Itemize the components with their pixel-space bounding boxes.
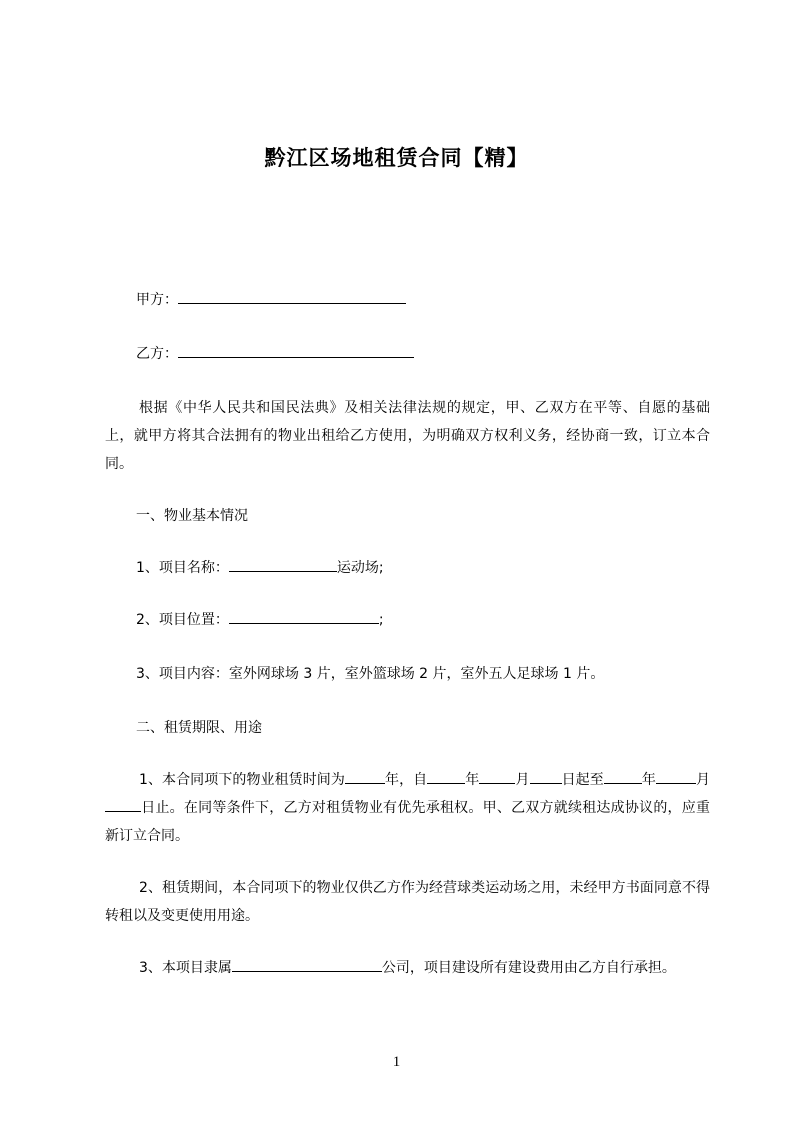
lease-years-blank[interactable] [345,768,385,784]
clause3-text-2: 公司，项目建设所有建设费用由乙方自行承担。 [381,960,676,976]
project-location-blank[interactable] [229,608,379,624]
party-b-label: 乙方： [136,346,178,362]
party-a-label: 甲方： [136,292,178,308]
section1-heading: 一、物业基本情况 [136,508,248,524]
start-year-blank[interactable] [427,768,465,784]
clause1-text-7: 月 [695,772,711,788]
item3-line: 3、项目内容：室外网球场 3 片，室外篮球场 2 片，室外五人足球场 1 片。 [136,666,605,682]
section2-heading: 二、租赁期限、用途 [136,720,262,736]
clause3-text-1: 3、本项目隶属 [139,960,232,976]
party-a-blank[interactable] [178,288,406,304]
start-day-blank[interactable] [530,768,562,784]
party-a-line [136,286,736,314]
party-b-blank[interactable] [178,342,414,358]
company-blank[interactable] [232,956,382,972]
clause3-paragraph [105,954,710,982]
clause1-text-8: 日止。在同等条件下，乙方对租赁物业有优先承租权。甲、乙双方就续租达成协议的，应重新订立合同。 [105,800,710,844]
end-day-blank[interactable] [105,796,141,812]
party-b-line [136,340,736,368]
item2-suffix: ; [378,612,384,628]
clause1-text-1: 1、本合同项下的物业租赁时间为 [139,772,345,788]
item1-line [136,554,736,582]
document-title: 黔江区场地租赁合同【精】 [264,146,529,170]
item2-prefix: 2、项目位置： [136,612,229,628]
clause1-text-6: 年 [641,772,656,788]
clause1-text-4: 月 [515,772,530,788]
item1-prefix: 1、项目名称： [136,560,229,576]
clause2-paragraph: 2、租赁期间，本合同项下的物业仅供乙方作为经营球类运动场之用，未经甲方书面同意不得转租以及变更使用用途。 [105,880,710,924]
end-month-blank[interactable] [656,768,696,784]
end-year-blank[interactable] [604,768,642,784]
page-number: 1 [392,1054,401,1070]
project-name-blank[interactable] [229,556,337,572]
clause1-text-2: 年，自 [384,772,428,788]
intro-paragraph: 根据《中华人民共和国民法典》及相关法律法规的规定，甲、乙双方在平等、自愿的基础上，就甲方将其合法拥有的物业出租给乙方使用，为明确双方权利义务，经协商一致，订立本合同。 [105,400,710,472]
item2-line [136,606,736,634]
clause1-text-5: 日起至 [561,772,604,788]
clause1-text-3: 年 [465,772,480,788]
clause1-paragraph [105,766,710,850]
start-month-blank[interactable] [479,768,515,784]
item1-suffix: 运动场; [336,560,384,576]
